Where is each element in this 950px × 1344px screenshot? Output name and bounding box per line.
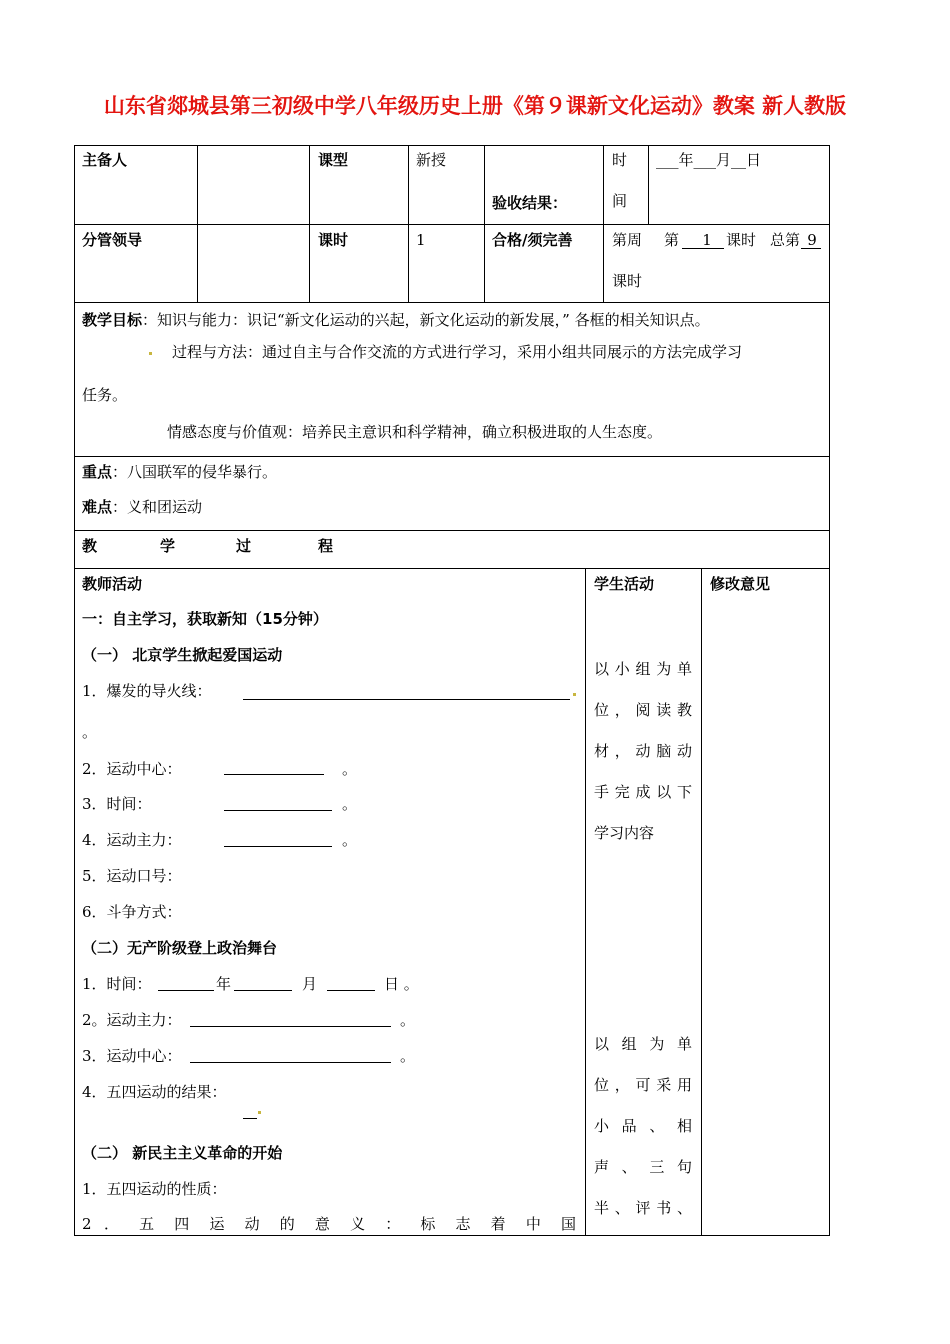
day-blank	[327, 990, 375, 991]
s2-center-period: 。	[400, 1047, 416, 1065]
date-field: ___年___月__日	[656, 151, 762, 169]
student-activity-1-line-1: 以 小 组 为 单	[594, 660, 692, 678]
student-column-header: 学生活动	[594, 575, 655, 593]
objectives-knowledge: ：知识与能力：识记“新文化运动的兴起，新文化运动的新发展，” 各框的相关知识点。	[142, 311, 710, 329]
result-label: 4．五四运动的结果：	[82, 1083, 227, 1101]
sub-proletariat: （二）无产阶级登上政治舞台	[82, 939, 278, 957]
student-activity-2-line-3: 小 品 、 相	[594, 1117, 692, 1135]
week-label: 第周	[612, 231, 643, 249]
supervisor-label: 分管领导	[82, 231, 143, 249]
objectives-attitude: 情感态度与价值观：培养民主意识和科学精神，确立积极进取的人生态度。	[167, 423, 663, 441]
period-label: 课时	[318, 231, 349, 249]
difficult-point	[82, 498, 202, 516]
total-prefix: 总第	[770, 231, 801, 249]
preparer-label: 主备人	[82, 151, 128, 169]
month-text: 月	[302, 975, 318, 993]
lesson-number: 1	[702, 231, 712, 249]
key-point	[82, 463, 277, 481]
day-text: 日 。	[384, 975, 419, 993]
objectives-process: 过程与方法：通过自主与合作交流的方式进行学习，采用小组共同展示的方法完成学习	[172, 343, 743, 361]
result-blank	[243, 1118, 257, 1119]
lesson-number-suffix: 课时	[726, 231, 757, 249]
lesson-number-prefix: 第	[664, 231, 680, 249]
time-label: 3．时间：	[82, 795, 152, 813]
center-period: 。	[342, 760, 358, 778]
student-activity-2-line-5: 半 、 评 书 、	[594, 1199, 692, 1217]
pass-label: 合格/须完善	[492, 231, 573, 249]
student-activity-1-line-5: 学习内容	[594, 824, 655, 842]
teacher-column-header: 教师活动	[82, 575, 143, 593]
objectives-line-1	[82, 311, 710, 329]
difficult-text: ：义和团运动	[112, 498, 203, 516]
student-activity-1-line-2: 位 ， 阅 读 教	[594, 701, 692, 719]
sub-new-democratic: （二） 新民主主义革命的开始	[82, 1144, 283, 1162]
main-force-label: 4．运动主力：	[82, 831, 182, 849]
objectives-label: 教学目标	[82, 311, 143, 329]
student-activity-1-line-4: 手 完 成 以 下	[594, 783, 692, 801]
s2-force-blank	[190, 1026, 391, 1027]
process-char-1: 教	[82, 537, 98, 555]
main-force-period: 。	[342, 831, 358, 849]
s2-force-label: 2。运动主力：	[82, 1011, 182, 1029]
section-self-study: 一：自主学习，获取新知（15分钟）	[82, 610, 328, 628]
period-value: 1	[416, 231, 426, 249]
key-label: 重点	[82, 463, 113, 481]
student-activity-2-line-4: 声 、 三 句	[594, 1158, 692, 1176]
document-title: 山东省郯城县第三初级中学八年级历史上册《第９课新文化运动》教案 新人教版	[103, 94, 847, 118]
lesson-type-label: 课型	[318, 151, 349, 169]
time-label-2: 间	[612, 192, 628, 210]
process-char-2: 学	[160, 537, 176, 555]
time-period: 。	[342, 795, 358, 813]
key-text: ：八国联军的侵华暴行。	[112, 463, 278, 481]
nature-label: 1．五四运动的性质：	[82, 1180, 227, 1198]
total-suffix: 课时	[612, 272, 643, 290]
objectives-task: 任务。	[82, 386, 128, 404]
s2-force-period: 。	[400, 1011, 416, 1029]
time-label-1: 时	[612, 151, 628, 169]
s2-center-label: 3．运动中心：	[82, 1047, 182, 1065]
trigger-blank	[243, 699, 570, 700]
lesson-type-value: 新授	[416, 151, 447, 169]
process-char-4: 程	[318, 537, 334, 555]
student-activity-1-line-3: 材 ， 动 脑 动	[594, 742, 692, 760]
time-blank	[224, 810, 332, 811]
year-text: 年	[216, 975, 232, 993]
s2-center-blank	[190, 1062, 391, 1063]
total-number: 9	[807, 231, 817, 249]
student-activity-2-line-2: 位 ， 可 采 用	[594, 1076, 692, 1094]
main-force-blank	[224, 846, 332, 847]
check-result-label: 验收结果：	[492, 194, 568, 212]
month-blank	[234, 990, 292, 991]
trigger-end: 。	[82, 723, 98, 741]
sub-beijing-students: （一） 北京学生掀起爱国运动	[82, 646, 283, 664]
struggle-label: 6．斗争方式：	[82, 903, 182, 921]
revise-column-header: 修改意见	[710, 575, 771, 593]
s2-time-label: 1．时间：	[82, 975, 152, 993]
significance-label: 2 ． 五 四 运 动 的 意 义 ： 标 志 着 中 国	[82, 1215, 576, 1233]
process-char-3: 过	[236, 537, 252, 555]
center-blank	[224, 774, 324, 775]
trigger-label: 1．爆发的导火线：	[82, 682, 212, 700]
slogan-label: 5．运动口号：	[82, 867, 182, 885]
student-activity-2-line-1: 以 组 为 单	[594, 1035, 692, 1053]
difficult-label: 难点	[82, 498, 113, 516]
year-blank	[158, 990, 214, 991]
center-label: 2．运动中心：	[82, 760, 182, 778]
